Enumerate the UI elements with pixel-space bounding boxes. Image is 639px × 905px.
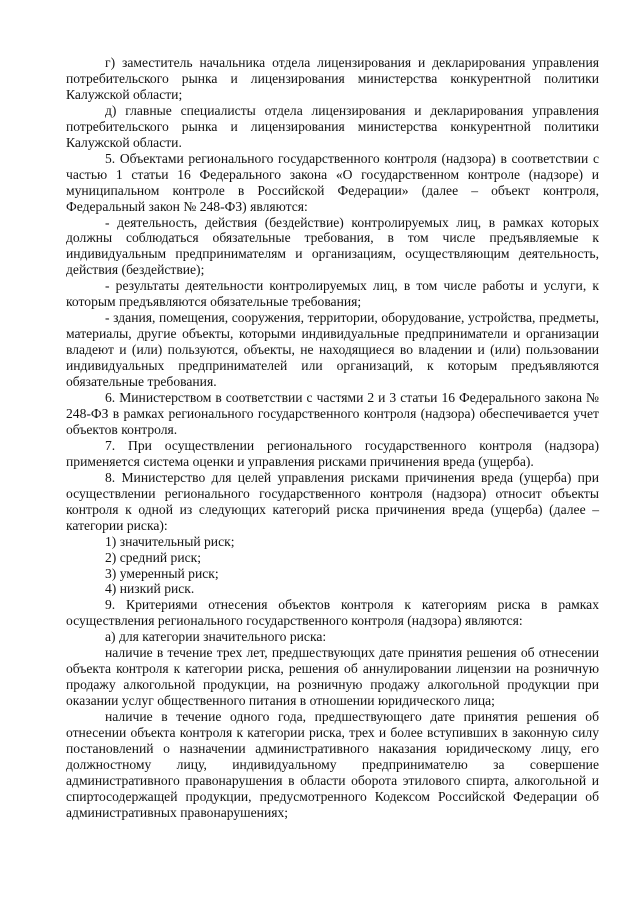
list-item-risk-1: 1) значительный риск; bbox=[105, 533, 235, 549]
paragraph-item-9: 9. Критериями отнесения объектов контроля к категориям риска в рамках осуществления регионального государственного контроля (надзора) являются: bbox=[66, 597, 599, 629]
paragraph-object-buildings: - здания, помещения, сооружения, территории, оборудование, устройства, предметы, материалы, другие объекты, которыми индивидуальные предприниматели и организации владеют и (или) пользуются, объекты, не находящиеся во владении и (или) пользовании индивидуальных предпринимателей или организаций, к которым предъявляются обязательные требования. bbox=[66, 310, 599, 390]
document-body bbox=[66, 55, 599, 821]
list-item-risk-2: 2) средний риск; bbox=[105, 549, 202, 565]
list-item-risk-4: 4) низкий риск. bbox=[105, 581, 195, 597]
paragraph-item-7: 7. При осуществлении регионального государственного контроля (надзора) применяется система оценки и управления рисками причинения вреда (ущерба). bbox=[66, 437, 599, 469]
paragraph-chief-specialists: д) главные специалисты отдела лицензирования и декларирования управления потребительского рынка и лицензирования министерства конкурентной политики Калужской области. bbox=[66, 102, 599, 150]
paragraph-object-activity: - деятельность, действия (бездействие) контролируемых лиц, в рамках которых должны соблюдаться обязательные требования, в том числе предъявляемые к индивидуальным предпринимателям и организациям, осуществляющим деятельность, действия (бездействие); bbox=[66, 214, 599, 278]
paragraph-item-8: 8. Министерство для целей управления рисками причинения вреда (ущерба) при осуществлении регионального государственного контроля (надзора) относит объекты контроля к одной из следующих категорий риска причинения вреда (ущерба) (далее – категории риска): bbox=[66, 469, 599, 533]
list-item-risk-3: 3) умеренный риск; bbox=[105, 565, 219, 581]
list-item-significant-risk: а) для категории значительного риска: bbox=[105, 629, 327, 645]
paragraph-item-5: 5. Объектами регионального государственного контроля (надзора) в соответствии с частью 1 статьи 16 Федерального закона «О государственном контроле (надзоре) и муниципальном контроле в Российской Федерации» (далее – объект контроля, Федеральный закон № 248-ФЗ) являются: bbox=[66, 150, 599, 214]
paragraph-deputy-head: г) заместитель начальника отдела лицензирования и декларирования управления потребительского рынка и лицензирования министерства конкурентной политики Калужской области; bbox=[66, 55, 599, 102]
paragraph-criterion-penalties: наличие в течение одного года, предшествующего дате принятия решения об отнесении объекта контроля к категории риска, трех и более вступивших в законную силу постановлений о назначении административного наказания юридическому лицу, его должностному лицу, индивидуальному предпринимателю за совершение административного правонарушения в области оборота этилового спирта, алкогольной и спиртосодержащей продукции, предусмотренного Кодексом Российской Федерации об административных правонарушениях; bbox=[66, 709, 599, 820]
paragraph-item-6: 6. Министерством в соответствии с частями 2 и 3 статьи 16 Федерального закона № 248-ФЗ в рамках регионального государственного контроля (надзора) обеспечивается учет объектов контроля. bbox=[66, 390, 599, 437]
paragraph-object-results: - результаты деятельности контролируемых лиц, в том числе работы и услуги, к которым предъявляются обязательные требования; bbox=[66, 278, 599, 310]
paragraph-criterion-license-revocation: наличие в течение трех лет, предшествующих дате принятия решения об отнесении объекта контроля к категории риска, решения об аннулировании лицензии на розничную продажу алкогольной продукции, на розничную продажу алкогольной продукции при оказании услуг общественного питания в отношении юридического лица; bbox=[66, 645, 599, 709]
